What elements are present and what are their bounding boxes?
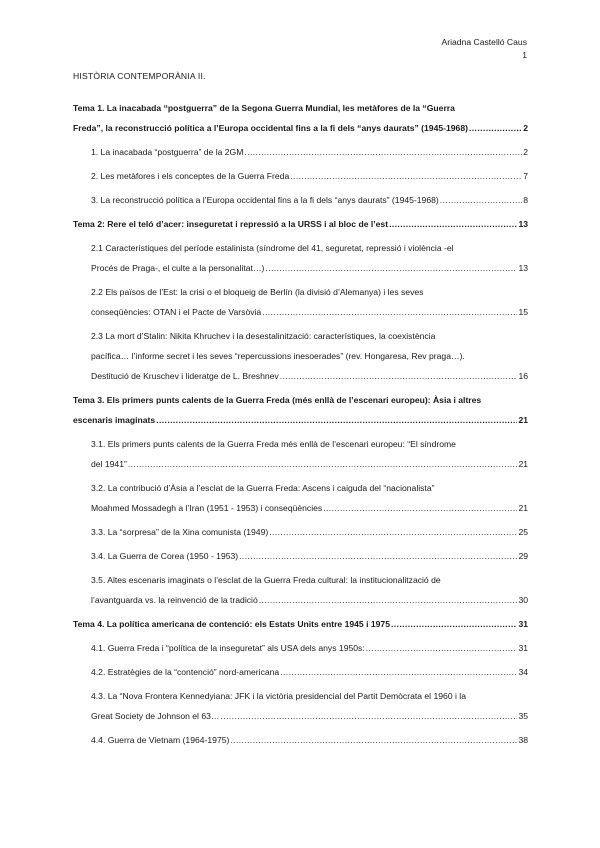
- toc-entry-text: Tema 4. La política americana de contenció: els Estats Units entre 1945 i 1975: [73, 619, 390, 629]
- toc-page-number: 8: [523, 195, 528, 205]
- toc-page-number: 2: [523, 123, 528, 133]
- toc-line: [73, 214, 528, 234]
- toc-line: [91, 238, 528, 258]
- toc-section-entry[interactable]: [73, 190, 528, 210]
- toc-section-entry[interactable]: [73, 522, 528, 542]
- dot-leader: [391, 614, 517, 634]
- toc-page-number: 15: [518, 307, 528, 317]
- toc-line: [91, 570, 528, 590]
- toc-line: [91, 590, 528, 610]
- toc-entry-text: escenaris imaginats: [73, 415, 156, 425]
- toc-entry-text: 3.5. Altes escenaris imaginats o l’esclat de la Guerra Freda cultural: la institucionalització de: [91, 575, 441, 585]
- toc-entry-text: Great Society de Johnson el 63…: [91, 711, 220, 721]
- toc-page-number: 35: [518, 711, 528, 721]
- toc-entry-text: 3. La reconstrucció política a l’Europa occidental fins a la fi dels “anys daurats” (1945-1968): [91, 195, 439, 205]
- toc-section-entry[interactable]: [73, 434, 528, 474]
- toc-line: [91, 638, 528, 658]
- dot-leader: [366, 638, 518, 658]
- toc-entry-text: 4.2. Estratègies de la “contenció” nord-americana: [91, 667, 280, 677]
- toc-line: [73, 98, 528, 118]
- toc-line: [91, 730, 528, 750]
- dot-leader: [128, 454, 518, 474]
- toc-entry-text: Moahmed Mossadegh a l’Iran (1951 - 1953) i conseqüències: [91, 503, 323, 513]
- toc-line: [91, 346, 528, 366]
- toc-entry-text: 2.3 La mort d’Stalin: Nikita Khruchev i la desestalinització: característiques, la coexistència: [91, 331, 436, 341]
- toc-entry-text: 3.1. Els primers punts calents de la Guerra Freda més enllà de l’escenari europeu: “El síndrome: [91, 439, 456, 449]
- toc-section-entry[interactable]: [73, 546, 528, 566]
- toc-section-entry[interactable]: [73, 730, 528, 750]
- toc-section-entry[interactable]: [73, 638, 528, 658]
- toc-entry-text: 3.4. La Guerra de Corea (1950 - 1953): [91, 551, 239, 561]
- dot-leader: [156, 410, 517, 430]
- dot-leader: [280, 662, 517, 682]
- toc-entry-text: Procés de Praga-, el culte a la personalitat…): [91, 263, 265, 273]
- toc-entry-text: 2. Les metàfores i els conceptes de la Guerra Freda: [91, 171, 290, 181]
- toc-line: [91, 498, 528, 518]
- toc-page-number: 38: [518, 735, 528, 745]
- toc-page-number: 31: [518, 643, 528, 653]
- toc-entry-text: 4.4. Guerra de Vietnam (1964-1975): [91, 735, 230, 745]
- dot-leader: [221, 706, 518, 726]
- toc-entry-text: del 1941”: [91, 459, 127, 469]
- toc-line: [91, 166, 528, 186]
- dot-leader: [244, 142, 522, 162]
- toc-line: [73, 410, 528, 430]
- toc-page-number: 13: [518, 263, 528, 273]
- toc-line: [91, 662, 528, 682]
- toc-chapter-entry[interactable]: [73, 214, 528, 234]
- toc-page-number: 2: [523, 147, 528, 157]
- document-title: HISTÒRIA CONTEMPORÀNIA II.: [73, 71, 206, 81]
- toc-page-number: 34: [518, 667, 528, 677]
- toc-line: [91, 706, 528, 726]
- dot-leader: [265, 258, 517, 278]
- toc-entry-text: 1. La inacabada “postguerra” de la 2GM: [91, 147, 244, 157]
- toc-entry-text: 2.1 Característiques del període estalinista (síndrome del 41, seguretat, repressió i violència -el: [91, 243, 454, 253]
- toc-section-entry[interactable]: [73, 166, 528, 186]
- table-of-contents: [73, 98, 528, 754]
- toc-section-entry[interactable]: [73, 142, 528, 162]
- toc-entry-text: pacífica… l’informe secret i les seves “repercussions inesoerades” (rev. Hongaresa, Rev praga…).: [91, 351, 465, 361]
- toc-page-number: 7: [523, 171, 528, 181]
- toc-entry-text: Tema 1. La inacabada “postguerra” de la Segona Guerra Mundial, les metàfores de la “Guerra: [73, 103, 455, 113]
- toc-line: [91, 434, 528, 454]
- toc-entry-text: Tema 2: Rere el teló d’acer: inseguretat i repressió a la URSS i al bloc de l’est: [73, 219, 389, 229]
- toc-chapter-entry[interactable]: [73, 98, 528, 138]
- toc-page-number: 25: [518, 527, 528, 537]
- dot-leader: [389, 214, 517, 234]
- toc-page-number: 29: [518, 551, 528, 561]
- toc-line: [91, 522, 528, 542]
- toc-entry-text: Freda”, la reconstrucció política a l’Europa occidental fins a la fi dels “anys daurats” (1945-1968): [73, 123, 468, 133]
- toc-section-entry[interactable]: [73, 238, 528, 278]
- toc-line: [91, 258, 528, 278]
- toc-entry-text: conseqüències: OTAN i el Pacte de Varsòvia: [91, 307, 262, 317]
- toc-page-number: 21: [518, 503, 528, 513]
- toc-entry-text: 3.2. La contribució d’Àsia a l’esclat de la Guerra Freda: Ascens i caiguda del “nacionalista”: [91, 483, 435, 493]
- toc-line: [91, 142, 528, 162]
- toc-section-entry[interactable]: [73, 326, 528, 386]
- toc-section-entry[interactable]: [73, 478, 528, 518]
- toc-page-number: 21: [518, 415, 528, 425]
- toc-entry-text: 3.3. La “sorpresa” de la Xina comunista (1949): [91, 527, 269, 537]
- toc-entry-text: Tema 3. Els primers punts calents de la Guerra Freda (més enllà de l’escenari europeu): Àsia i altres: [73, 395, 482, 405]
- toc-chapter-entry[interactable]: [73, 614, 528, 634]
- dot-leader: [269, 522, 517, 542]
- toc-page-number: 31: [518, 619, 528, 629]
- dot-leader: [262, 302, 517, 322]
- toc-chapter-entry[interactable]: [73, 390, 528, 430]
- dot-leader: [259, 590, 518, 610]
- dot-leader: [230, 730, 517, 750]
- dot-leader: [290, 166, 522, 186]
- toc-page-number: 30: [518, 595, 528, 605]
- toc-line: [91, 686, 528, 706]
- toc-page-number: 16: [518, 371, 528, 381]
- toc-line: [91, 326, 528, 346]
- author-name: Ariadna Castelló Caus: [441, 37, 527, 47]
- toc-line: [91, 302, 528, 322]
- toc-entry-text: 2.2 Els països de l’Est: la crisi o el bloqueig de Berlín (la divisió d’Alemanya) i les seves: [91, 287, 424, 297]
- toc-line: [73, 614, 528, 634]
- toc-line: [91, 546, 528, 566]
- dot-leader: [239, 546, 517, 566]
- toc-line: [73, 118, 528, 138]
- toc-line: [91, 190, 528, 210]
- toc-section-entry[interactable]: [73, 686, 528, 726]
- toc-section-entry[interactable]: [73, 282, 528, 322]
- dot-leader: [323, 498, 517, 518]
- toc-page-number: 21: [518, 459, 528, 469]
- toc-page-number: 13: [518, 219, 528, 229]
- toc-section-entry[interactable]: [73, 570, 528, 610]
- dot-leader: [280, 366, 518, 386]
- toc-line: [91, 478, 528, 498]
- toc-entry-text: Destitució de Kruschev i lideratge de L. Breshnev: [91, 371, 279, 381]
- toc-entry-text: l’avantguarda vs. la reinvenció de la tradició: [91, 595, 258, 605]
- page-header: [441, 36, 527, 62]
- toc-line: [91, 366, 528, 386]
- toc-line: [91, 282, 528, 302]
- toc-section-entry[interactable]: [73, 662, 528, 682]
- toc-line: [91, 454, 528, 474]
- dot-leader: [469, 118, 522, 138]
- dot-leader: [440, 190, 522, 210]
- toc-entry-text: 4.1. Guerra Freda i “política de la inseguretat” als USA dels anys 1950s:: [91, 643, 365, 653]
- page-number: 1: [522, 50, 527, 60]
- toc-line: [73, 390, 528, 410]
- toc-entry-text: 4.3. La “Nova Frontera Kennedyiana: JFK i la victòria presidencial del Partit Demòcrata el 1960 i la: [91, 691, 466, 701]
